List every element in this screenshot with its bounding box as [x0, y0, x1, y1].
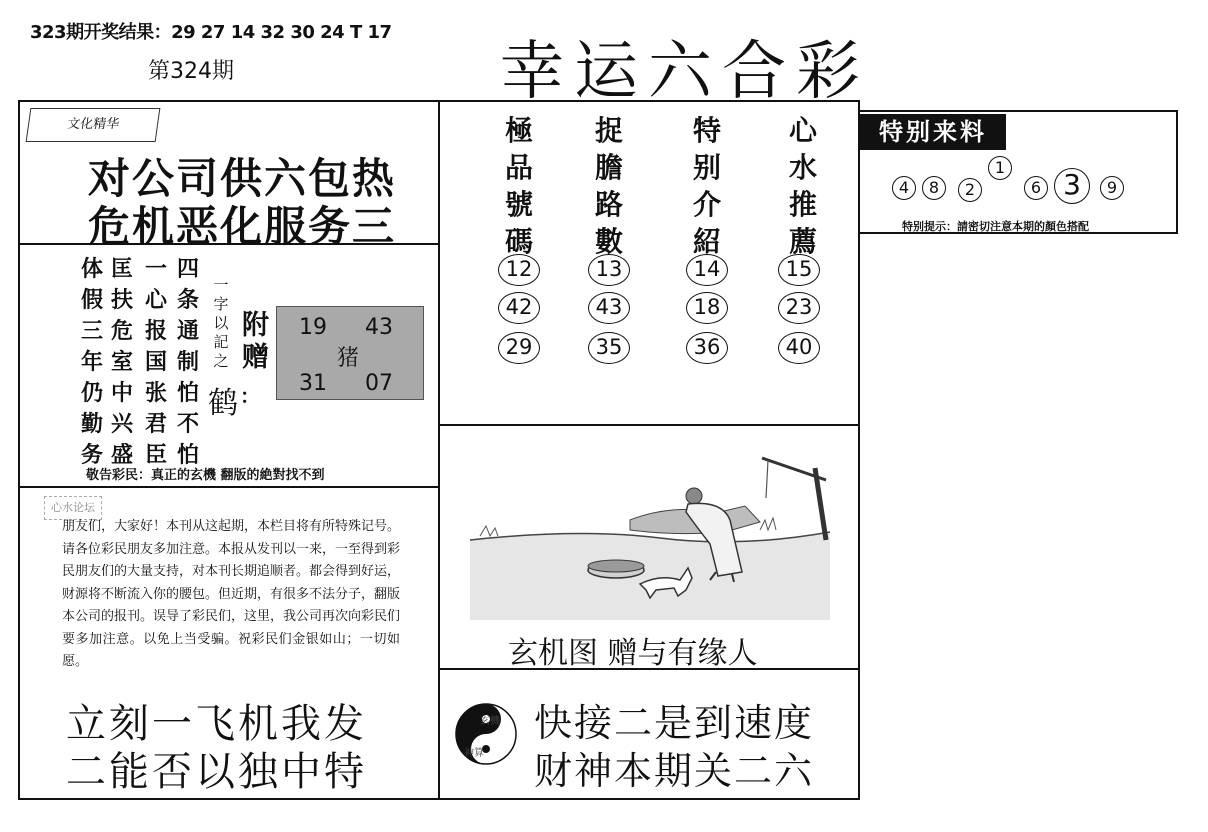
middle-bottom-line-2: 财神本期关二六: [534, 749, 815, 793]
poem-column-4: 四条通制怕不怕: [176, 256, 199, 468]
gift-colon: ：: [240, 384, 260, 408]
gift-number-1: 19: [299, 315, 327, 340]
yin-yang-label-2: 神算: [464, 748, 484, 759]
last-result-line: 323期开奖结果：29 27 14 32 30 24 T 17: [30, 22, 392, 43]
headline-line-1: 对公司供六包热: [88, 154, 397, 203]
special-number-circle-large: 3: [1054, 168, 1090, 204]
mystery-illustration: [460, 440, 840, 620]
number-circle: 18: [686, 292, 728, 324]
headline-line-2: 危机恶化服务三: [88, 202, 397, 251]
column-header-2: 捉膽路數: [594, 114, 623, 258]
gift-number-box: [276, 306, 424, 400]
number-circle: 12: [498, 254, 540, 286]
image-caption: 玄机图 赠与有缘人: [508, 636, 758, 671]
left-bottom-line-2: 二能否以独中特: [66, 749, 367, 795]
number-circle: 36: [686, 332, 728, 364]
left-bottom-line-1: 立刻一飞机我发: [66, 701, 367, 747]
center-divider: [438, 100, 440, 800]
special-number-circle: 4: [892, 176, 916, 200]
gift-number-4: 07: [365, 371, 393, 396]
special-number-circle: 1: [988, 156, 1012, 180]
special-number-circle: 6: [1024, 176, 1048, 200]
number-circle: 42: [498, 292, 540, 324]
column-header-3: 特别介紹: [692, 114, 721, 258]
article-body: 朋友们，大家好！本刊从这起期，本栏目将有所特殊记号。请各位彩民朋友多加注意。本报从发刊以一来，一至得到彩民朋友们的大量支持，对本刊长期追顺者。都会得到好运，财源将不断流入你的腰包。但近期，有很多不法分子，翻版本公司的报刊。误导了彩民们，这里，我公司再次向彩民们要多加注意。以免上当受骗。祝彩民们金银如山；一切如愿。: [62, 519, 401, 669]
number-circle: 40: [778, 332, 820, 364]
number-circle: 35: [588, 332, 630, 364]
special-number-circle: 8: [922, 176, 946, 200]
divider-left-2: [18, 486, 438, 488]
middle-bottom-line-1: 快接二是到速度: [534, 701, 815, 745]
memo-vertical-text: 一字以記之: [213, 276, 229, 370]
gift-label: 附赠: [242, 310, 269, 373]
special-tip: 特别提示：請密切注意本期的顏色搭配: [902, 220, 1089, 233]
number-circle: 23: [778, 292, 820, 324]
yin-yang-label-1: 玄機: [480, 716, 500, 727]
crane-character: 鹤: [208, 386, 238, 421]
poem-column-3: 一心报国张君臣: [144, 256, 167, 468]
number-circle: 14: [686, 254, 728, 286]
page-title: 幸运六合彩: [500, 35, 870, 109]
special-info-label: 特别来料: [860, 114, 1006, 150]
special-number-circle: 2: [958, 178, 982, 202]
special-number-circle: 9: [1100, 176, 1124, 200]
notice-text: 敬告彩民：真正的玄機 翻版的絶對找不到: [86, 468, 325, 483]
article-tag: 心水论坛: [44, 496, 102, 520]
number-circle: 13: [588, 254, 630, 286]
gift-zodiac: 猪: [337, 346, 360, 371]
number-circle: 43: [588, 292, 630, 324]
divider-mid-1: [438, 424, 860, 426]
gift-number-3: 31: [299, 371, 327, 396]
poem-column-1: 体假三年仍勤务: [80, 256, 103, 468]
number-circle: 15: [778, 254, 820, 286]
gift-number-2: 43: [365, 315, 393, 340]
column-header-4: 心水推薦: [788, 114, 817, 258]
issue-number: 第324期: [148, 59, 234, 84]
culture-tag: 文化精华: [26, 108, 161, 142]
number-circle: 29: [498, 332, 540, 364]
column-header-1: 極品號碼: [504, 114, 533, 258]
poem-column-2: 匡扶危室中兴盛: [110, 256, 133, 468]
